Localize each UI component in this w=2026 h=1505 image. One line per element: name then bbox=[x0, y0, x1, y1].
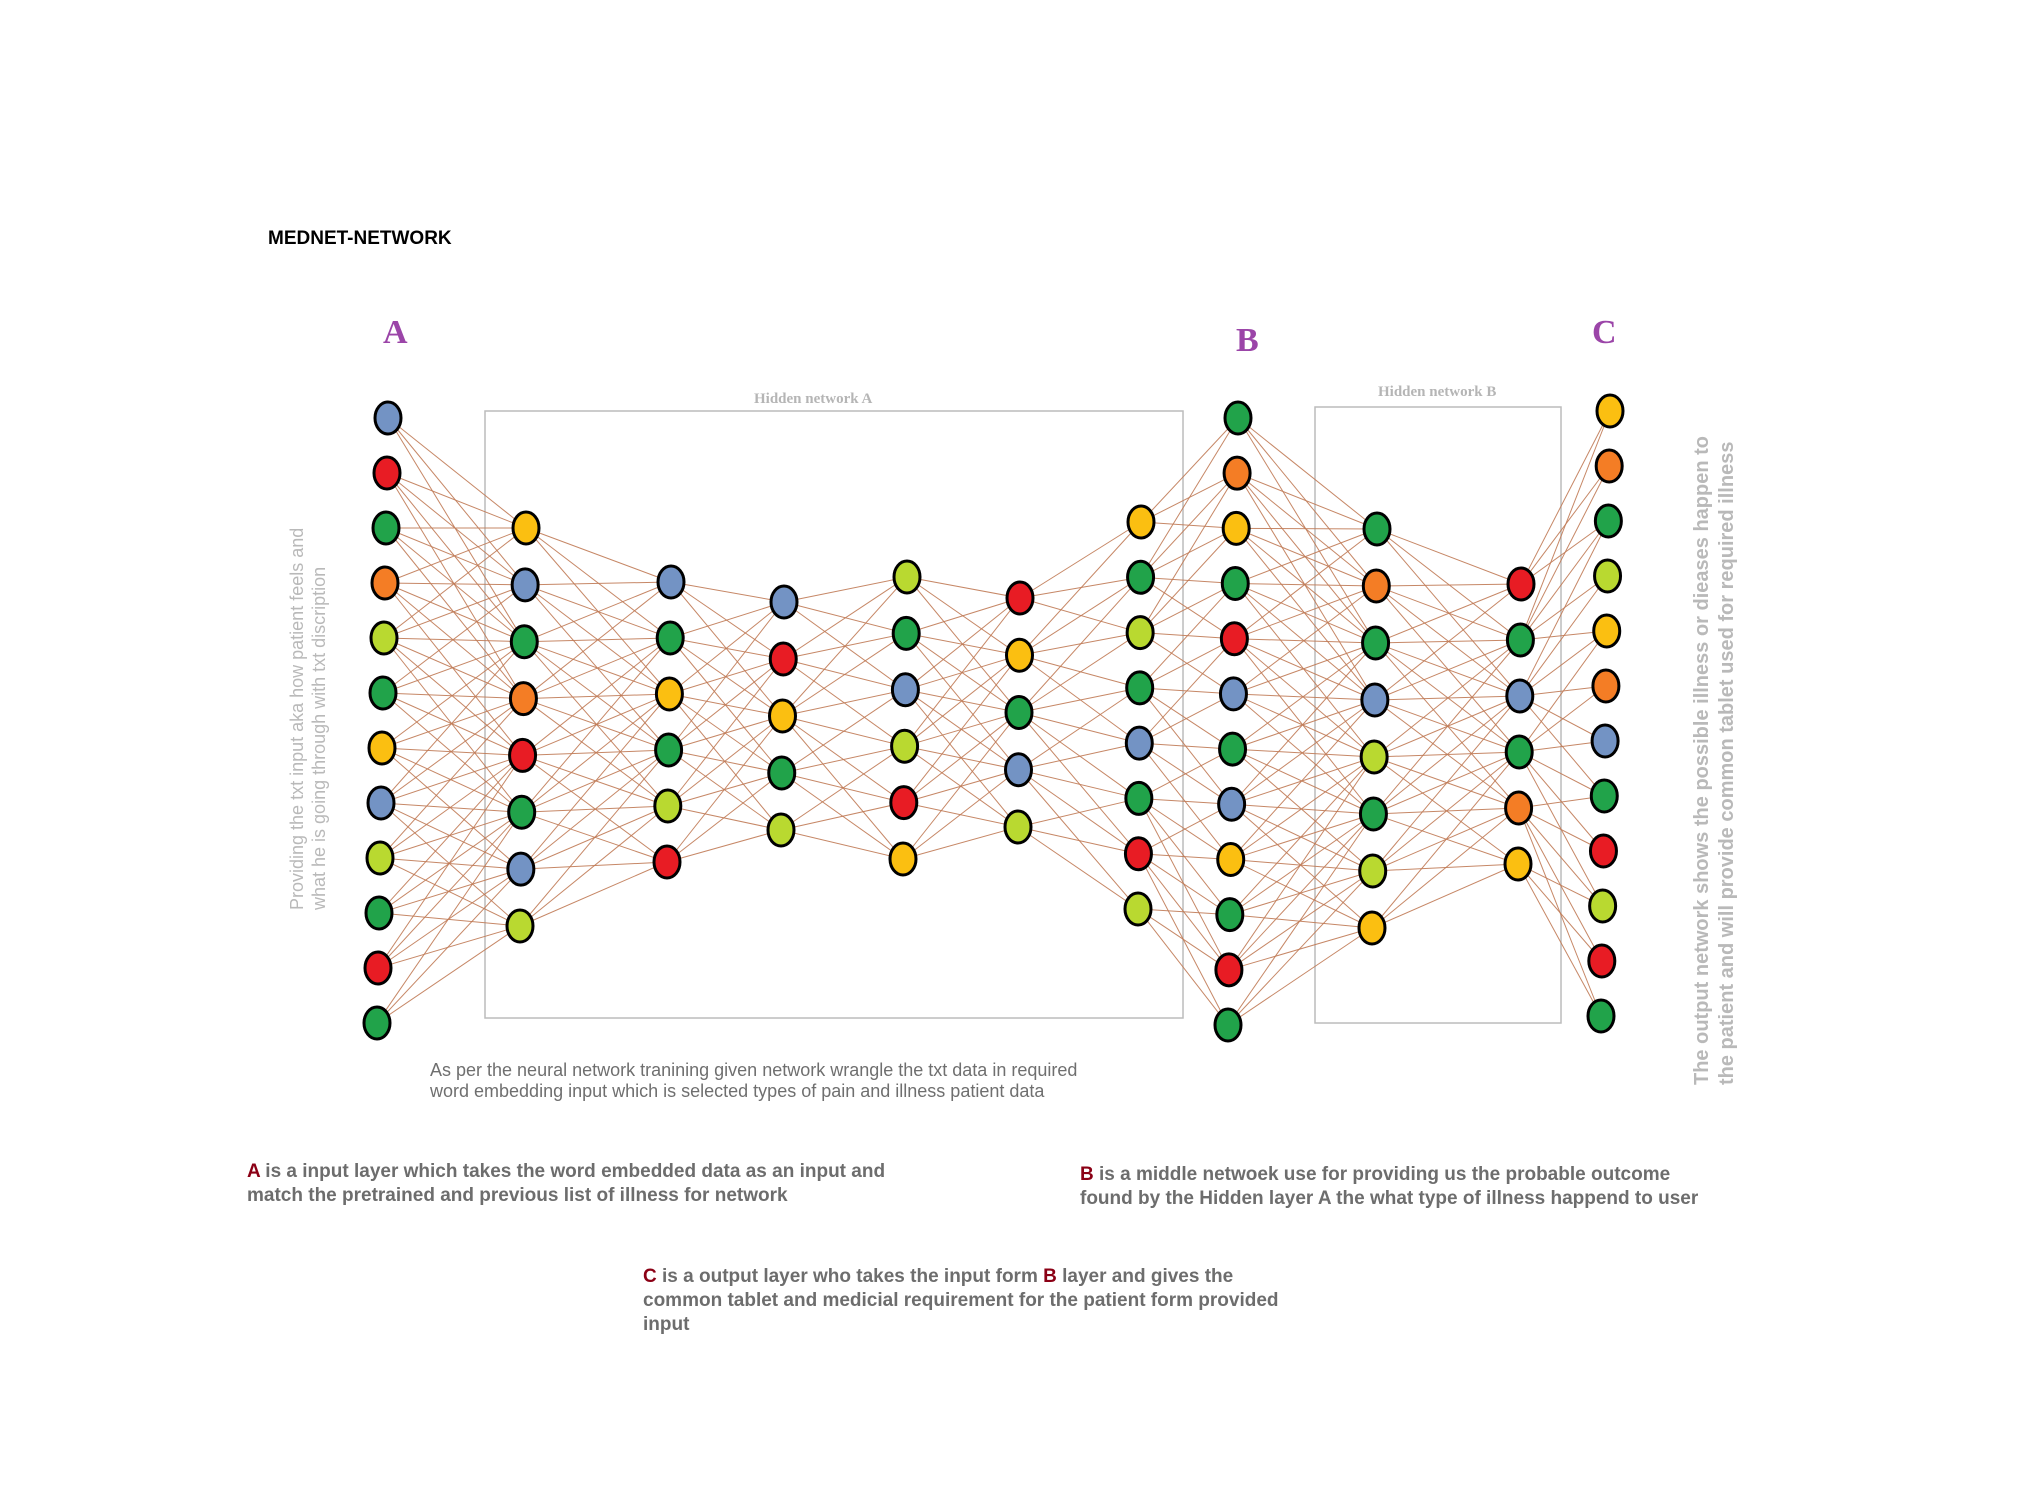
neuron-node bbox=[369, 732, 395, 764]
edge bbox=[520, 806, 668, 926]
neuron-node bbox=[1128, 561, 1154, 593]
edge bbox=[1233, 643, 1375, 694]
training-note-line-1: As per the neural network tranining given network wrangle the txt data in required bbox=[430, 1060, 1078, 1080]
diagram-title: MEDNET-NETWORK bbox=[268, 228, 452, 249]
connection-edges bbox=[377, 411, 1610, 1025]
edge bbox=[523, 582, 671, 699]
edge bbox=[381, 803, 522, 812]
edge bbox=[905, 598, 1020, 746]
neuron-node bbox=[1506, 792, 1532, 824]
edge bbox=[670, 602, 784, 638]
neuron-node bbox=[1359, 912, 1385, 944]
edge bbox=[1234, 586, 1376, 639]
legend-b-text: is a middle netwoek use for providing us the probable outcome bbox=[1093, 1164, 1671, 1185]
neuron-node bbox=[1225, 402, 1251, 434]
hidden-network-b-title: Hidden network B bbox=[1378, 384, 1497, 400]
edge bbox=[520, 862, 667, 926]
edge bbox=[1232, 804, 1374, 814]
edge bbox=[1233, 694, 1374, 700]
edge bbox=[1377, 529, 1521, 584]
edge bbox=[1237, 473, 1376, 586]
edge bbox=[783, 690, 906, 716]
neuron-node bbox=[1596, 450, 1622, 482]
edge bbox=[382, 642, 524, 748]
edge bbox=[1238, 418, 1376, 586]
legend-c-key: C bbox=[643, 1266, 657, 1287]
edge bbox=[903, 713, 1019, 860]
neuron-node bbox=[1126, 727, 1152, 759]
edge bbox=[387, 473, 526, 528]
layer-label-c: C bbox=[1592, 314, 1617, 351]
layer-label-b: B bbox=[1236, 322, 1259, 359]
neuron-nodes bbox=[364, 395, 1623, 1041]
edge bbox=[1230, 915, 1372, 928]
edge bbox=[1237, 473, 1375, 700]
legend-c-key-b: B bbox=[1043, 1266, 1057, 1287]
neuron-node bbox=[374, 457, 400, 489]
edge bbox=[1230, 814, 1374, 915]
edge bbox=[1373, 696, 1519, 814]
edge bbox=[378, 755, 523, 968]
neuron-node bbox=[1221, 623, 1247, 655]
edge bbox=[782, 746, 905, 773]
neuron-node bbox=[770, 700, 796, 732]
neuron-node bbox=[366, 897, 392, 929]
neuron-node bbox=[892, 730, 918, 762]
input-description-line-1: Providing the txt input aka how patient feels and bbox=[287, 527, 307, 910]
neuron-node bbox=[1363, 627, 1389, 659]
neuron-node bbox=[1127, 617, 1153, 649]
edge bbox=[1020, 598, 1140, 633]
edge bbox=[526, 528, 671, 582]
neuron-node bbox=[1222, 568, 1248, 600]
neuron-node bbox=[1005, 811, 1031, 843]
edge bbox=[781, 830, 903, 859]
edge bbox=[1237, 473, 1377, 529]
edge bbox=[379, 913, 520, 926]
neuron-node bbox=[654, 846, 680, 878]
edge bbox=[1140, 584, 1235, 633]
edge bbox=[1521, 411, 1610, 584]
neuron-node bbox=[1360, 855, 1386, 887]
edge bbox=[1230, 871, 1373, 915]
neuron-node bbox=[1125, 893, 1151, 925]
neuron-node bbox=[1506, 736, 1532, 768]
edge bbox=[1140, 639, 1235, 688]
edge bbox=[382, 748, 522, 812]
edge bbox=[384, 638, 523, 699]
neuron-node bbox=[1593, 670, 1619, 702]
edge bbox=[382, 748, 523, 755]
training-note bbox=[430, 1060, 1077, 1102]
hidden-network-a-title: Hidden network A bbox=[754, 391, 873, 407]
edge bbox=[524, 582, 671, 642]
neuron-node bbox=[513, 512, 539, 544]
output-description-line-1: The output network shows the possible illness or dieases happen to bbox=[1691, 436, 1713, 1085]
neuron-node bbox=[365, 952, 391, 984]
neuron-node bbox=[1594, 615, 1620, 647]
edge bbox=[907, 577, 1020, 598]
edge bbox=[1375, 640, 1521, 700]
neuron-node bbox=[511, 626, 537, 658]
neuron-node bbox=[891, 787, 917, 819]
neuron-node bbox=[1505, 848, 1531, 880]
neuron-node bbox=[1362, 684, 1388, 716]
neuron-node bbox=[1591, 780, 1617, 812]
edge bbox=[1518, 864, 1601, 1016]
neuron-node bbox=[890, 843, 916, 875]
edge bbox=[1372, 808, 1519, 928]
neuron-node bbox=[1364, 513, 1390, 545]
edge bbox=[1020, 655, 1140, 688]
edge bbox=[1229, 757, 1374, 970]
neuron-node bbox=[1508, 568, 1534, 600]
neuron-node bbox=[367, 842, 393, 874]
edge bbox=[387, 473, 524, 642]
neuron-node bbox=[1589, 945, 1615, 977]
neuron-node bbox=[1590, 890, 1616, 922]
edge bbox=[381, 803, 520, 926]
edge bbox=[521, 750, 669, 869]
edge bbox=[1235, 584, 1374, 757]
edge bbox=[1018, 798, 1139, 827]
neuron-node bbox=[1006, 697, 1032, 729]
edge bbox=[522, 694, 670, 812]
edge bbox=[1233, 749, 1373, 871]
neuron-node bbox=[655, 790, 681, 822]
legend-a-text-2: match the pretrained and previous list of illness for network bbox=[247, 1185, 788, 1206]
edge bbox=[903, 770, 1019, 859]
neuron-node bbox=[657, 622, 683, 654]
neuron-node bbox=[507, 910, 533, 942]
neuron-node bbox=[769, 757, 795, 789]
neuron-node bbox=[1127, 672, 1153, 704]
edge bbox=[1141, 418, 1238, 577]
edge bbox=[384, 585, 525, 638]
neuron-node bbox=[1217, 899, 1243, 931]
neuron-node bbox=[1363, 570, 1389, 602]
edge bbox=[1019, 743, 1140, 770]
neuron-node bbox=[368, 787, 394, 819]
edge bbox=[1233, 643, 1376, 749]
neuron-node bbox=[1219, 788, 1245, 820]
edge bbox=[1235, 584, 1375, 700]
edge bbox=[379, 869, 521, 913]
edge bbox=[1374, 640, 1520, 757]
edge bbox=[1233, 694, 1373, 814]
legend-b bbox=[1080, 1163, 1698, 1211]
neuron-node bbox=[1218, 843, 1244, 875]
edge bbox=[383, 693, 523, 755]
neuron-node bbox=[1592, 725, 1618, 757]
edge bbox=[1229, 928, 1372, 970]
legend-c-text-3: input bbox=[643, 1314, 690, 1335]
legend-a-key: A bbox=[247, 1161, 261, 1182]
edge bbox=[382, 699, 523, 748]
neuron-node bbox=[1224, 457, 1250, 489]
training-note-line-2: word embedding input which is selected types of pain and illness patient data bbox=[430, 1081, 1045, 1101]
neuron-node bbox=[1128, 506, 1154, 538]
edge bbox=[1238, 418, 1376, 643]
edge bbox=[388, 418, 526, 528]
edge bbox=[1228, 928, 1372, 1025]
legend-c-text-b: layer and gives the bbox=[1056, 1266, 1234, 1287]
edge bbox=[378, 869, 521, 968]
edge bbox=[384, 638, 523, 755]
edge bbox=[1233, 694, 1374, 757]
edge bbox=[378, 926, 520, 968]
neuron-node bbox=[1595, 505, 1621, 537]
legend-c bbox=[643, 1265, 1279, 1337]
edge bbox=[520, 750, 669, 926]
edge bbox=[1373, 752, 1519, 871]
neuron-node bbox=[1360, 798, 1386, 830]
edge bbox=[1020, 655, 1140, 743]
neuron-node bbox=[1215, 1009, 1241, 1041]
edge bbox=[1139, 749, 1233, 798]
neuron-node bbox=[512, 569, 538, 601]
neuron-node bbox=[656, 678, 682, 710]
edge bbox=[667, 773, 782, 862]
edge bbox=[387, 473, 523, 699]
edge bbox=[377, 926, 520, 1023]
legend-b-text-2: found by the Hidden layer A the what type of illness happend to user bbox=[1080, 1188, 1699, 1209]
neuron-node bbox=[1125, 838, 1151, 870]
neuron-node bbox=[892, 674, 918, 706]
edge bbox=[387, 473, 525, 585]
neuron-node bbox=[1126, 782, 1152, 814]
edge bbox=[1233, 586, 1376, 694]
neuron-node bbox=[1007, 639, 1033, 671]
layer-label-a: A bbox=[383, 314, 408, 351]
edge bbox=[1019, 770, 1139, 799]
neuron-node bbox=[768, 814, 794, 846]
neuron-node bbox=[510, 739, 536, 771]
edge bbox=[1019, 713, 1139, 744]
edge bbox=[1233, 700, 1375, 749]
edge bbox=[385, 583, 523, 755]
neuron-node bbox=[375, 402, 401, 434]
neuron-node bbox=[508, 853, 534, 885]
edge bbox=[379, 812, 522, 913]
edge bbox=[1372, 752, 1519, 928]
legend-a-text: is a input layer which takes the word embedded data as an input and bbox=[260, 1161, 886, 1182]
edge bbox=[1372, 864, 1518, 928]
neuron-node bbox=[1220, 678, 1246, 710]
edge bbox=[1235, 584, 1375, 643]
neuron-node bbox=[364, 1007, 390, 1039]
edge bbox=[667, 830, 781, 862]
output-description-line-2: the patient and will provide common tablet used for required illness bbox=[1716, 441, 1738, 1085]
edge bbox=[1019, 713, 1139, 799]
neuron-node bbox=[1595, 560, 1621, 592]
edge bbox=[1020, 522, 1141, 598]
neuron-node bbox=[1507, 624, 1533, 656]
edge bbox=[783, 577, 908, 716]
edge bbox=[1376, 584, 1521, 643]
neuron-node bbox=[371, 622, 397, 654]
neuron-node bbox=[1216, 954, 1242, 986]
edge bbox=[1237, 473, 1375, 643]
neuron-node bbox=[510, 683, 536, 715]
edge bbox=[523, 638, 670, 699]
neuron-node bbox=[1588, 1000, 1614, 1032]
edge bbox=[523, 638, 671, 755]
edge bbox=[781, 803, 904, 830]
neuron-node bbox=[509, 796, 535, 828]
edge bbox=[903, 827, 1018, 859]
neuron-node bbox=[372, 567, 398, 599]
edge bbox=[386, 528, 523, 699]
hidden-network-a-box bbox=[485, 411, 1183, 1018]
edge bbox=[1236, 528, 1375, 700]
edge bbox=[383, 693, 522, 812]
edge bbox=[906, 598, 1020, 633]
neuron-node bbox=[658, 566, 684, 598]
edge bbox=[377, 812, 522, 1023]
neuron-node bbox=[1597, 395, 1623, 427]
neuron-node bbox=[893, 617, 919, 649]
edge bbox=[1139, 694, 1233, 743]
neuron-node bbox=[771, 586, 797, 618]
edge bbox=[1232, 804, 1372, 928]
neuron-node bbox=[370, 677, 396, 709]
legend-c-text: is a output layer who takes the input form bbox=[656, 1266, 1044, 1287]
neuron-node bbox=[1007, 582, 1033, 614]
legend-a bbox=[247, 1160, 885, 1208]
neuron-node bbox=[770, 643, 796, 675]
edge bbox=[385, 583, 524, 642]
edge bbox=[1520, 466, 1609, 640]
input-description-line-2: what he is going through with txt discription bbox=[309, 566, 329, 910]
edge bbox=[1229, 871, 1373, 970]
edge bbox=[1236, 528, 1377, 529]
edge bbox=[1234, 639, 1374, 757]
neuron-node bbox=[373, 512, 399, 544]
edge bbox=[388, 418, 525, 585]
output-description bbox=[1690, 436, 1740, 1085]
edge bbox=[1020, 577, 1141, 598]
edge bbox=[383, 642, 524, 693]
edge bbox=[388, 418, 524, 642]
edge bbox=[1138, 804, 1231, 853]
neuron-node bbox=[1220, 733, 1246, 765]
neuron-node bbox=[656, 734, 682, 766]
edge bbox=[671, 582, 784, 602]
legend-b-key: B bbox=[1080, 1164, 1094, 1185]
neuron-node bbox=[894, 561, 920, 593]
edge bbox=[1233, 749, 1375, 757]
neuron-node bbox=[1006, 754, 1032, 786]
edge bbox=[1238, 418, 1377, 529]
neuron-node bbox=[1590, 835, 1616, 867]
neuron-node bbox=[1507, 680, 1533, 712]
neuron-node bbox=[1361, 741, 1387, 773]
input-description bbox=[286, 528, 330, 910]
legend-c-text-2: common tablet and medicial requirement for the patient form provided bbox=[643, 1290, 1279, 1311]
edge bbox=[1018, 827, 1138, 854]
edge bbox=[1234, 639, 1374, 700]
edge bbox=[383, 693, 523, 699]
neuron-node bbox=[1223, 512, 1249, 544]
